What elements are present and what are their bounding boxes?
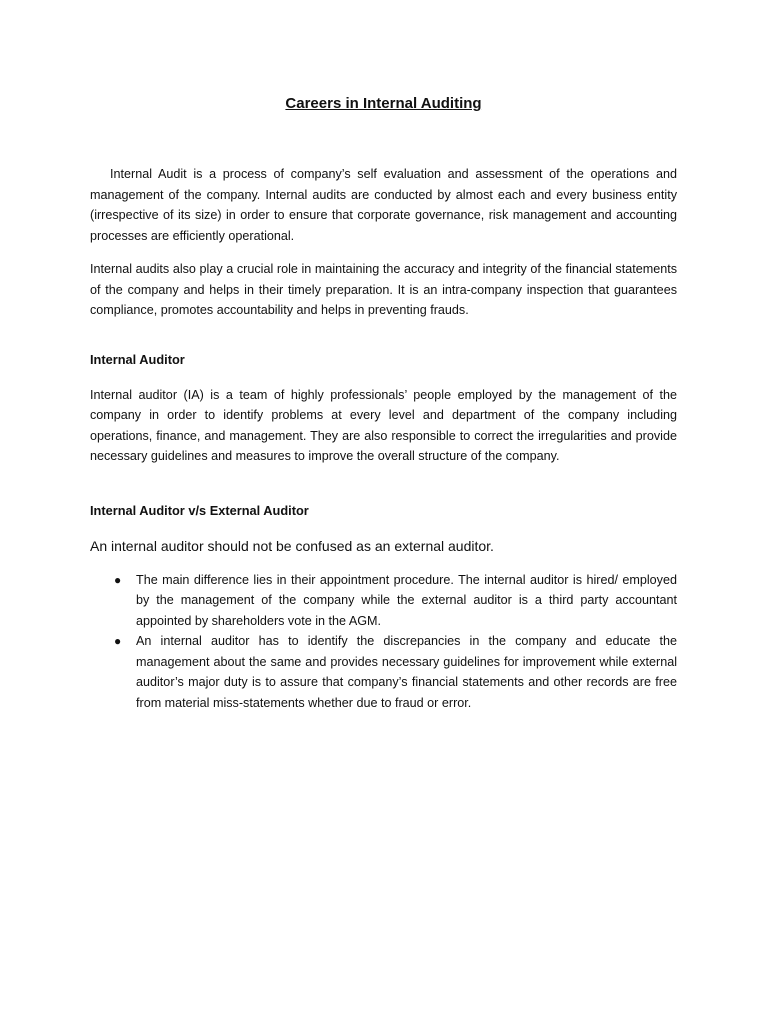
bullet-icon: ● bbox=[114, 572, 122, 587]
list-item bbox=[90, 570, 677, 632]
bullet-icon: ● bbox=[114, 634, 122, 648]
document-title: Careers in Internal Auditing bbox=[285, 95, 482, 112]
section-heading-internal-vs-external: Internal Auditor v/s External Auditor bbox=[90, 502, 309, 518]
list-item-text: The main difference lies in their appointment procedure. The internal auditor is hired/ employed by the management of the company while the external auditor is a third party accountant appointed by shareholders vote in the AGM. bbox=[136, 572, 677, 628]
intro-paragraph: Internal Audit is a process of company’s self evaluation and assessment of the operations and management of the company. Internal audits are conducted by almost each and every business entity (irrespective of its size) in order to ensure that corporate governance, risk management and accounting processes are efficiently operational. bbox=[90, 167, 677, 243]
comparison-lead-text: An internal auditor should not be confused as an external auditor. bbox=[90, 537, 494, 554]
list-item bbox=[90, 631, 677, 713]
intro-paragraph-2: Internal audits also play a crucial role in maintaining the accuracy and integrity of the financial statements of the company and helps in their timely preparation. It is an intra-company inspection that guarantees compliance, promotes accountability and helps in preventing frauds. bbox=[90, 262, 677, 317]
comparison-bullet-list bbox=[90, 570, 677, 714]
section-heading-internal-auditor: Internal Auditor bbox=[90, 351, 185, 367]
internal-auditor-paragraph: Internal auditor (IA) is a team of highly professionals’ people employed by the management of the company in order to identify problems at every level and department of the company including operations, finance, and management. They are also responsible to correct the irregularities and provide necessary guidelines and measures to improve the overall structure of the company. bbox=[90, 387, 677, 463]
list-item-text: An internal auditor has to identify the discrepancies in the company and educate the management about the same and provides necessary guidelines for improvement while external auditor’s major duty is to assure that company’s financial statements and other records are free from material miss-statements whether due to fraud or error. bbox=[136, 634, 677, 710]
document-body bbox=[90, 94, 677, 713]
